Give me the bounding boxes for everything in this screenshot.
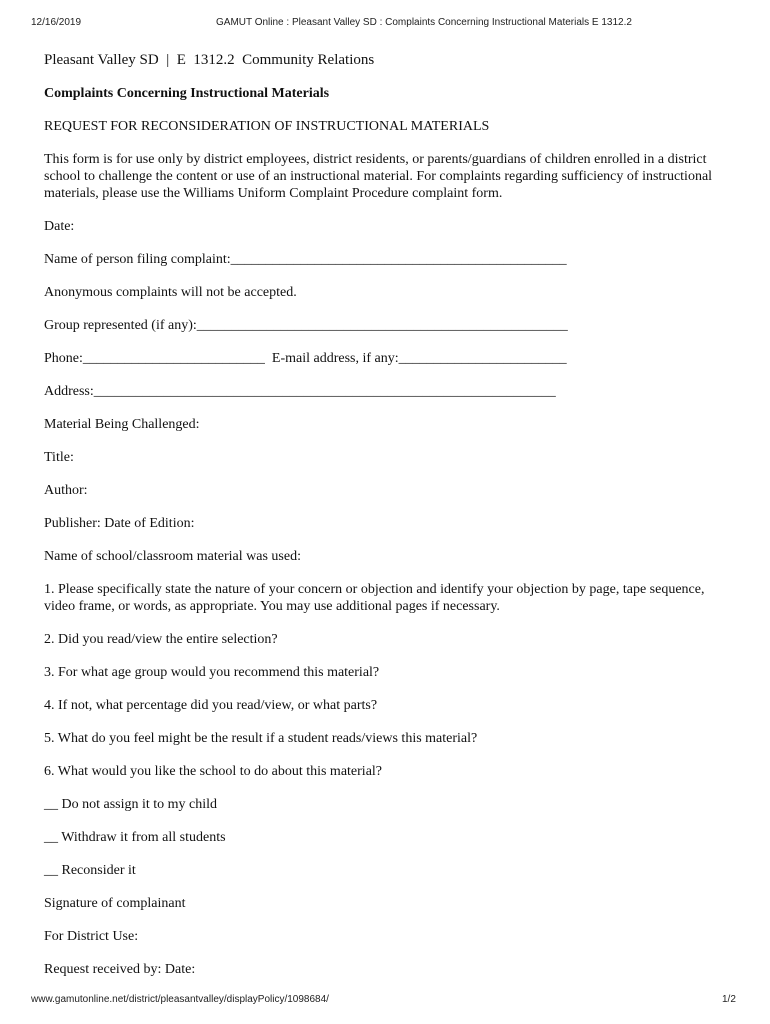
document-body (44, 52, 734, 994)
date-field: Date: (44, 219, 75, 234)
question-1: 1. Please specifically state the nature of your concern or objection and identify your objection by page, tape sequence, video frame, or words, as appropriate. You may use additional pages if necessary. (44, 582, 708, 614)
print-page-title: GAMUT Online : Pleasant Valley SD : Complaints Concerning Instructional Materials E 1312.2 (216, 17, 632, 28)
question-5: 5. What do you feel might be the result if a student reads/views this material? (44, 731, 478, 746)
publisher-field: Publisher: Date of Edition: (44, 516, 195, 531)
print-date: 12/16/2019 (31, 17, 82, 28)
print-page-number: 1/2 (722, 994, 736, 1005)
material-label: Material Being Challenged: (44, 417, 200, 432)
group-field: Group represented (if any):_____________________________________________________ (44, 318, 568, 333)
print-url: www.gamutonline.net/district/pleasantvalley/displayPolicy/1098684/ (31, 994, 329, 1005)
document-subheading: REQUEST FOR RECONSIDERATION OF INSTRUCTIONAL MATERIALS (44, 119, 490, 134)
school-field: Name of school/classroom material was used: (44, 549, 301, 564)
name-field: Name of person filing complaint:________________________________________________ (44, 252, 567, 267)
question-3: 3. For what age group would you recommend this material? (44, 665, 380, 680)
address-field: Address:__________________________________________________________________ (44, 384, 556, 399)
title-field: Title: (44, 450, 74, 465)
option-reconsider: __ Reconsider it (44, 863, 136, 878)
request-received-field: Request received by: Date: (44, 962, 196, 977)
phone-email-field: Phone:__________________________ E-mail address, if any:________________________ (44, 351, 567, 366)
question-2: 2. Did you read/view the entire selection? (44, 632, 278, 647)
signature-line: Signature of complainant (44, 896, 186, 911)
option-do-not-assign: __ Do not assign it to my child (44, 797, 218, 812)
question-4: 4. If not, what percentage did you read/view, or what parts? (44, 698, 378, 713)
author-field: Author: (44, 483, 88, 498)
intro-paragraph: This form is for use only by district employees, district residents, or parents/guardians of children enrolled in a district school to challenge the content or use of an instructional material. For complaints regarding sufficiency of instructional materials, please use the Williams Uniform Complaint Procedure complaint form. (44, 152, 716, 201)
anonymous-note: Anonymous complaints will not be accepted. (44, 285, 297, 300)
document-heading: Complaints Concerning Instructional Materials (44, 86, 330, 101)
option-withdraw: __ Withdraw it from all students (44, 830, 226, 845)
question-6: 6. What would you like the school to do about this material? (44, 764, 383, 779)
document-title: Pleasant Valley SD | E 1312.2 Community Relations (44, 52, 375, 68)
district-use-label: For District Use: (44, 929, 139, 944)
